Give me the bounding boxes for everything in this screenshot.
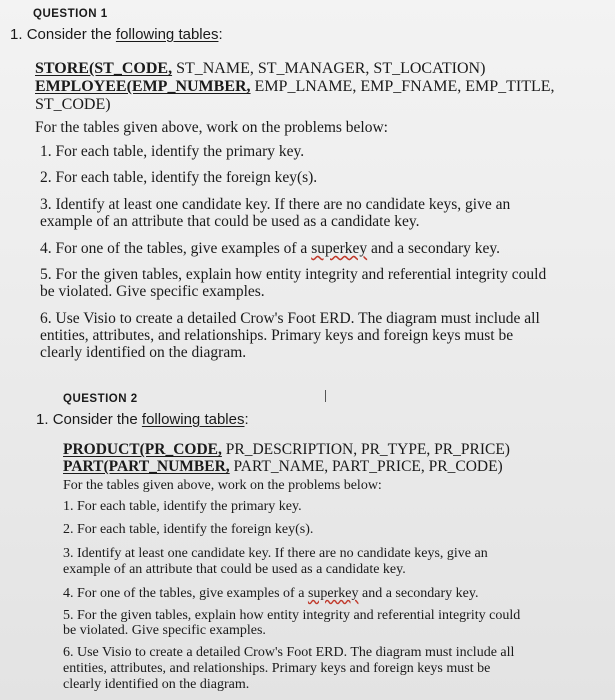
q1-store-cols: ST_NAME, ST_MANAGER, ST_LOCATION)	[172, 60, 486, 77]
q1-employee-cols: EMP_LNAME, EMP_FNAME, EMP_TITLE,	[250, 78, 555, 95]
q1-problem-3b: example of an attribute that could be used as a candidate key.	[40, 213, 420, 230]
q2-problem-3b: example of an attribute that could be used as a candidate key.	[63, 562, 406, 577]
text-cursor	[325, 390, 326, 402]
q1-problem-6b: entities, attributes, and relationships. Primary keys and foreign keys must be	[40, 327, 514, 344]
q2-problem-4	[63, 586, 478, 601]
q1-intro-pre: Consider the	[26, 26, 116, 43]
q2-problem-3a: 3. Identify at least one candidate key. If there are no candidate keys, give an	[63, 546, 488, 561]
q2-product-cols: PR_DESCRIPTION, PR_TYPE, PR_PRICE)	[221, 441, 510, 458]
q1-problem-4-post: and a secondary key.	[367, 240, 500, 257]
q1-intro-post: :	[218, 26, 223, 43]
q1-problem-4-pre: 4. For one of the tables, give examples of a	[40, 240, 312, 257]
q1-lead: For the tables given above, work on the problems below:	[35, 119, 388, 136]
q2-product-table: PRODUCT(PR_CODE,	[63, 441, 222, 458]
q2-problem-5a: 5. For the given tables, explain how entity integrity and referential integrity could	[63, 608, 521, 623]
q1-superkey-word: superkey	[311, 240, 368, 257]
q2-intro-post: :	[244, 411, 249, 428]
q1-problem-2: 2. For each table, identify the foreign key(s).	[40, 169, 318, 186]
q2-lead: For the tables given above, work on the problems below:	[63, 478, 382, 493]
q1-intro-link[interactable]: following tables	[115, 26, 219, 43]
q1-employee-table: EMPLOYEE(EMP_NUMBER,	[35, 78, 251, 95]
q2-problem-4-pre: 4. For one of the tables, give examples of a	[63, 586, 308, 601]
q1-heading: QUESTION 1	[33, 8, 108, 20]
q2-problem-6a: 6. Use Visio to create a detailed Crow's Foot ERD. The diagram must include all	[63, 645, 515, 660]
q2-problem-2: 2. For each table, identify the foreign key(s).	[63, 522, 314, 537]
q2-problem-5b: be violated. Give specific examples.	[63, 623, 266, 638]
q1-problem-6c: clearly identified on the diagram.	[40, 344, 247, 361]
q2-intro-pre: Consider the	[52, 411, 142, 428]
q1-problem-5b: be violated. Give specific examples.	[40, 283, 265, 300]
q1-store-line	[35, 60, 485, 77]
q2-heading: QUESTION 2	[63, 393, 138, 405]
q1-problem-5a: 5. For the given tables, explain how entity integrity and referential integrity could	[40, 266, 547, 283]
q2-part-cols: PART_NAME, PART_PRICE, PR_CODE)	[229, 458, 503, 475]
q1-problem-4	[40, 240, 500, 257]
q2-problem-6b: entities, attributes, and relationships. Primary keys and foreign keys must be	[63, 661, 491, 676]
q2-problem-6c: clearly identified on the diagram.	[63, 677, 250, 692]
q1-item-number: 1.	[10, 26, 23, 43]
q2-superkey-word: superkey	[307, 586, 359, 601]
q2-part-table: PART(PART_NUMBER,	[63, 458, 230, 475]
q2-item-number: 1.	[36, 411, 49, 428]
q1-problem-3a: 3. Identify at least one candidate key. If there are no candidate keys, give an	[40, 196, 511, 213]
q1-problem-6a: 6. Use Visio to create a detailed Crow's Foot ERD. The diagram must include all	[40, 310, 540, 327]
q2-problem-1: 1. For each table, identify the primary key.	[63, 499, 302, 514]
q1-store-table: STORE(ST_CODE,	[35, 60, 173, 77]
q2-intro	[36, 411, 249, 428]
q1-employee-cont: ST_CODE)	[35, 96, 111, 113]
q2-intro-link[interactable]: following tables	[141, 411, 245, 428]
q1-intro	[10, 26, 223, 43]
q2-problem-4-post: and a secondary key.	[358, 586, 479, 601]
q1-employee-line	[35, 78, 555, 95]
q2-product-line	[63, 441, 510, 458]
q2-part-line	[63, 458, 503, 475]
q1-problem-1: 1. For each table, identify the primary key.	[40, 143, 305, 160]
